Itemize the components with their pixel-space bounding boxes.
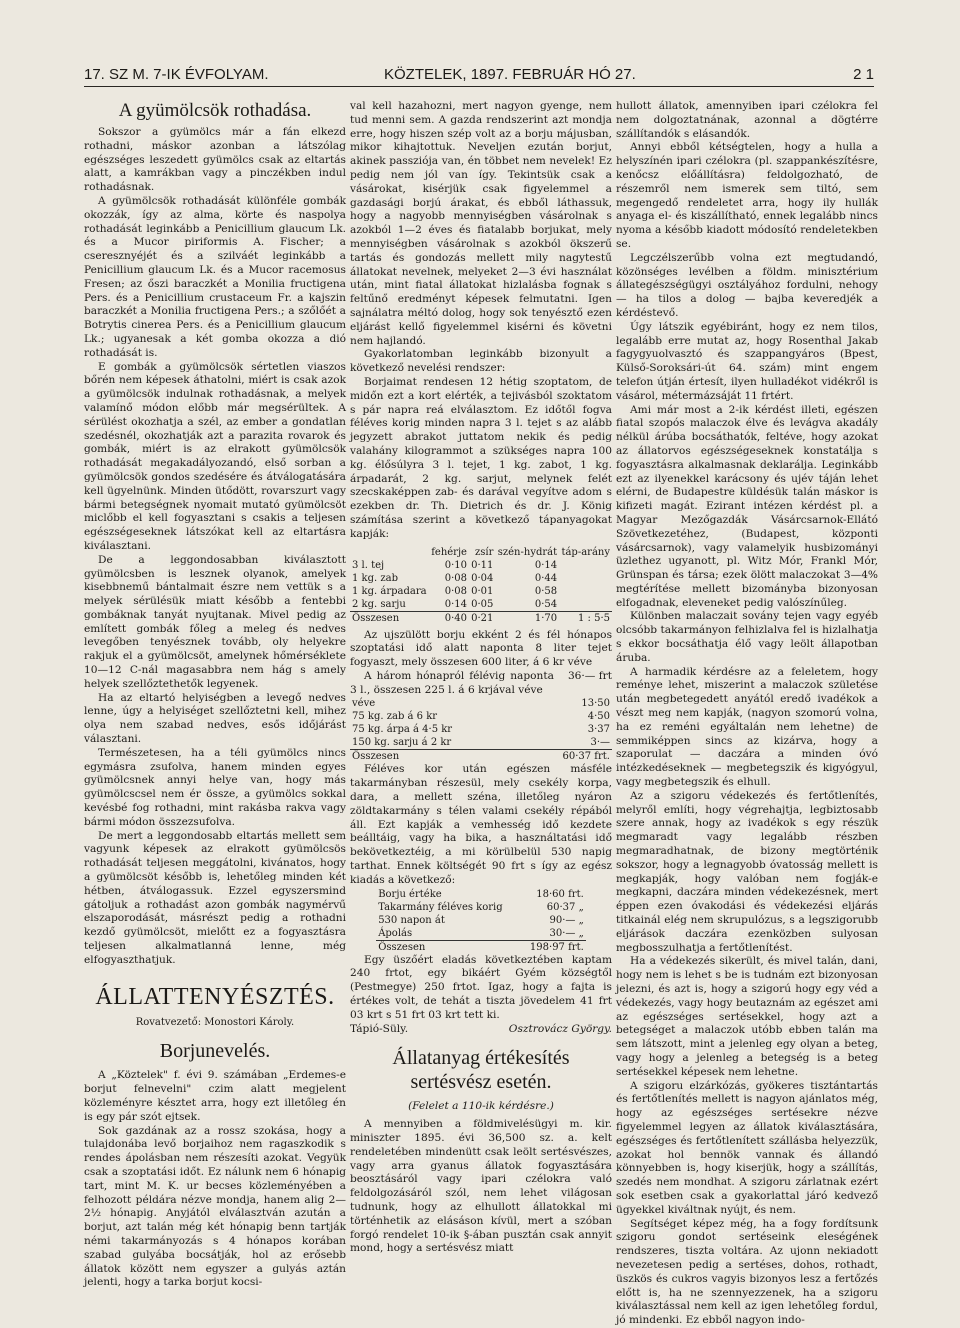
paragraph: A három hónapról félévig naponta 3 l., összesen 225 l. á 6 krjával véve [350, 669, 554, 696]
table-total-row [376, 940, 586, 954]
paragraph: De mert a leggondosabb eltartás mellett sem vagyunk képesek az elrakott gyümölcsös rothadását teljesen meggátolni, kivánatos, hogy a gyümölcsöt később is, lehetőleg minden két hétben, átválogassuk. Ezzel egyszersmind gátoljuk a rothadást azon gombák nagymérvű elszaporodását, másrészt pedig a rothadni kezdő gyümölcsöt, mielőtt ez a fogyasztásra teljesen alkalmatlanná lenne, még elfogyaszthatjuk. [84, 829, 346, 966]
table-cell: 90·— „ [549, 914, 584, 926]
table-cell: 3·37 [587, 724, 610, 736]
paragraph: A gyümölcsök rothadását különféle gombák okozzák, így az alma, körte és naspolya rothadását leginkább a Penicillium glaucum Lk. és a Mucor piriformis A. Fischer; a cseresznyéjét és a szilváét leginkább a Penicillium glaucum Lk. és a Mucor racemosus Fresen; az őszi baraczkét a Monilia fructigena Pers. és a Penicillium crustaceum Fr. a kajszin baraczkét a Monilia fructigena Pers.; a szőlőét a Botrytis cinerea Pers. és a Penicillium glaucum Lk.; ugyanesak a két gomba okozza a dió rothadását is. [84, 194, 346, 359]
paragraph: Legczélszerűbb volna ezt megtudandó, közönséges levélben a földm. minisztérium állategészségügyi osztályához fordulni, nehogy — ha tilos a dolog — bajba keveredjék a kérdéstevő. [616, 251, 878, 319]
table-cell: zsír [475, 546, 494, 558]
table-cell: 75 kg. zab á 6 kr [352, 711, 438, 723]
table-cell [559, 598, 612, 612]
calc-table [350, 697, 612, 763]
table-cell: 198·97 frt. [529, 941, 584, 953]
table-total-row [350, 750, 612, 764]
table-cell: 1 kg. zab [352, 572, 398, 584]
paragraph: Sok gazdának az a rossz szokása, hogy a tulajdonába levő borjaihoz nem ragaszkodik s rendes ápolásban nem részesíti azokat. Vegyük csak a szoptatási időt. Ez nálunk nem 6 hónapig tart, mint M. K. ur becses közleményében a felhozott példára nézve mondja, hanem alig 2—2½ hónapig. Anyjától elválasztván azután a borjut, azt talán még két hónapig benn tartják némi takarmányozás s 4 hónapos korában szabad gulyába bocsátják, hol az erősebb állatok között nem egyszer a gulyás aztán jelenti, hogy a tarka borjut kocsi- [84, 1124, 346, 1289]
paragraph: A szigoru elzárkózás, gyökeres tisztántartás és fertőtlenítés mellett is nagyon ajánlatos még, hogy az egészséges sertésekre nézve figyelemmel legyen az állatok kiválasztására, egészséges és fertőtlenített szállásba helyezzük, azokat hol bennök vannak és állandó könnyebben is, hogy kiserjük, hogy a szállítás, szedés nem mondhat. A szigoru zárlatnak ezért sok esetben csak a gyakorlattal járó kedvező ügyekkel kiváltnak nyújt, és nem. [616, 1079, 878, 1216]
paragraph [350, 628, 612, 682]
paragraph: Ha az eltartó helyiségben a levegő nedves lenne, úgy a helyiséget szellőztetni kell, mihez olya nem szabad nedves, esős időjárást választani. [84, 691, 346, 746]
article-title-calves: Borjunevelés. [159, 1040, 271, 1063]
paragraph: Gyakorlatomban leginkább bizonyult a következő nevelési rendszer: [350, 348, 612, 375]
paragraph: Ami már most a 2-ik kérdést illeti, egészen fiatal szopós malaczok élve és levágva akadály nélkül árúba bocsáthatók, feltéve, hogy azokat az állatorvos egészségeseknek konstatálja s fogyasztásra alkalmasnak deklarálja. Leginkább ezt az ilyenekkel karácsony és ujév táján lehet elérni, de Budapestre küldésük talán máskor is kifizeti magát. Ezirant intézen kérdést pl. a Magyar Mezőgazdák Vásárcsarnok-Ellátó Szövetkezetéhez, (Budapest, központi vásárcsarnok), vagy valamelyik husbizományi üzlethez ugyanott, pl. Witz Mór, Frankl Mór, Grünspan és társa; ezek ölött malaczokat 3—4% megtérítése mellett bizományba bizonyosan elfogadnak, eleveneket pedig valószínűleg. [616, 403, 878, 609]
table-cell [559, 559, 612, 572]
table-cell: 0·14 [444, 598, 467, 610]
paragraph: Az a szigoru védekezés és fertőtlenítés, melyről említi, hogy végrehajtja, legbiztosabb szere annak, hogy az ivadékok s egy részük megmaradt vagy legalább részben megmaradhatnak, de bizony megtörténik sokszor, hogy a legnagyobb óvatosság mellett is megkapják, hogy valóban nem fogják-e megkapni, daczára minden védekezésnek, mert éppen ezen óvakodási és védekezési eljárás titkainál elég nem skrupulózus, s a legszigorubb eljárások daczára ezenközben sulyosan megbosszulhatja a fertőtlenítést. [616, 789, 878, 954]
table-cell: 0·05 [471, 598, 494, 610]
table-cell: 4·50 [587, 711, 610, 723]
paragraph: Féléves kor után egészen másféle takarmányban részesül, mely csekély korpa, dara, a mellett széna, illetőleg nyáron zöldtakarmány s télen valami csekély répából áll. Ezt kapják a vemhesség idő kezdete beálltáig, vagy ha bika, a használtatási idő bekövetkeztéig, a mi körülbelül 530 napig tarthat. Ennek költségét 90 frt s így az egész kiadás a következő: [350, 763, 612, 886]
column-3 [616, 100, 878, 1328]
table-row [350, 723, 612, 736]
table-cell: 3 l. tej [352, 559, 385, 571]
signature-place: Tápió-Süly. [350, 1022, 409, 1035]
table-cell: 0·14 [534, 559, 558, 571]
table-header-row [350, 546, 612, 559]
table-cell: 18·60 frt. [536, 888, 584, 900]
signature [350, 1023, 612, 1037]
nutrient-table [350, 546, 612, 625]
table-cell: 0·10 [444, 559, 467, 571]
table-cell: Ápolás [378, 927, 413, 939]
text: Az ujszülött borju ekként 2 és fél hónapos szoptatási idő alatt naponta 8 liter tejet fogyaszt, mely összesen 600 liter, á 6 kr véve [350, 628, 612, 669]
table-cell: 0·08 [444, 585, 467, 597]
paragraph: Különben malaczait sovány tejen vagy egyéb olcsóbb takarmányon felhizlalva fel is hizlalhatja s ekkor bocsáthatja élő vagy leölt állapotban áruba. [616, 610, 878, 664]
table-cell: véve [352, 698, 376, 710]
paragraph: val kell hazahozni, mert nagyon gyenge, nem tud menni sem. A gazda rendszerint azt mondja erre, hogy hiszen szép volt az a borju májusban, mikor kihajtottuk. Neveljen ezután borjut, akinek passziója van, én többet nem nevelek! Ez pedig nem jól van így. Tekintsük csak a vásárokat, kisérjük csak figyelemmel a gazdasági borjú árakat, és ebből láthassuk, hogy a nagyobb mennyiségben vásárolnak s azokból 1—2 éves és fiatalabb borjukat, mely mennyiségben vásárolnak s azokból ökszerű tartás és gondozás mellett mily nagytestű állatokat nevelnek, melyeket 2—3 évi használat után, mint fiatal állatokat hizlalásba fognak s feltűnő eredményt képesek felmutatni. Igen sajnálatra méltó dolog, hogy sok tenyésztő ezen eljárást kellő figyelemmel kisérni és követni nem hajlandó. [350, 100, 612, 347]
table-cell: fehérje [431, 546, 467, 558]
table-cell: 13·50 [581, 698, 610, 710]
table-cell: 30·— „ [549, 927, 584, 939]
table-cell: Összesen [352, 612, 400, 624]
value: 36·— frt [567, 669, 612, 682]
table-cell: 0·40 [444, 612, 467, 624]
table-cell: Összesen [352, 751, 400, 763]
table-cell: 150 kg. sarju á 2 kr [352, 737, 452, 749]
page-header [84, 64, 874, 87]
table-cell: 530 napon át [378, 914, 445, 926]
cost-table [376, 888, 586, 954]
article-title-rot: A gyümölcsök rothadása. [118, 100, 312, 121]
paragraph: A „Köztelek" f. évi 9. számában „Erdemes-e borjut felnevelni" czim alatt megjelent közleményre késztet arra, hogy ezt illetőleg én is egy pár szót ejtsek. [84, 1069, 346, 1123]
table-cell: Összesen [378, 941, 426, 953]
table-cell: 3·— [590, 737, 610, 749]
article-title-swine: Állatanyag értékesítés sertésvész esetén. [392, 1047, 570, 1094]
paragraph: A harmadik kérdésre az a feleletem, hogy reménye lehet, miszerint a malaczok születése után megbetegedett anyától eredő ivadékok a vészt meg nem kapják, (nagyon szomorú volna, ha ez reméni egyáltalán nem lehetne) de semmiképpen sincs az kizárva, hogy a szaporulat — daczára a minden óvó intézkedéseknek — megbetegszik és kigyógyul, vagy megbetegszik és elhull. [616, 665, 878, 789]
table-row [376, 901, 586, 914]
table-cell: 60·37 frt. [562, 751, 610, 763]
table-cell: táp-arány [561, 546, 610, 558]
paragraph: hullott állatok, amennyiben ipari czélokra fel nem dolgoztatnának, azonnal a dögtérre szállítandók s elásandók. [616, 100, 878, 140]
article-subtitle: (Felelet a 110-ik kérdésre.) [408, 1100, 554, 1113]
table-row [350, 585, 612, 598]
table-cell: 0·01 [471, 585, 494, 597]
table-cell: 60·37 „ [546, 901, 584, 913]
table-row [350, 559, 612, 572]
signature-name: Osztrovácz György. [508, 1022, 612, 1035]
table-cell [559, 572, 612, 585]
column-1 [84, 100, 346, 1290]
table-cell [559, 585, 612, 598]
paragraph: Úgy látszik egyébiránt, hogy ez nem tilos, legalább erre mutat az, hogy Rosenthal Jakab fagygyuolvasztó és szappangyáros (Bpest, Külső-Soroksári-út 64. szám) mint engem telefon útján értesít, ilyen hulladékot vidékről is vásárol, métermázsáját 11 frtért. [616, 320, 878, 402]
table-total-row [350, 611, 612, 625]
paragraph: Egy üszőért eladás következtében kaptam 240 frtot, egy bikáért Gyém községtől (Pestmegye) 250 frtot. Igaz, hogy a fajta is értékes volt, de tehát a tiszta jövedelem 41 frt 03 krt s 51 frt 03 krt tett ki. [350, 953, 612, 1021]
column-2 [350, 100, 612, 1256]
table-cell: Borju értéke [378, 888, 442, 900]
table-cell: Takarmány féléves korig [378, 901, 503, 913]
table-cell: 1·70 [534, 612, 558, 624]
table-cell: 0·58 [534, 585, 558, 597]
table-row [350, 572, 612, 585]
table-row [376, 927, 586, 941]
paragraph: Természetesen, ha a téli gyümölcs nincs egymásra zsufolva, hanem minden egyes gyümölcsnek annyi helye van, hogy más gyümölcscsel nem ér össze, a gyümölcs sokkal kevésbé fog rothadni, mint rakásba rakva vagy bármi módon összezsufolva. [84, 746, 346, 828]
paragraph: Ha a védekezés sikerült, és mivel talán, dani, hogy nem is lehet s be is tudnám ezt bizonyosan jelezni, és azt is, hogy a szigorú hogy egy véd a védekezés, vagy hogy beutaznám az egészet ami az egészséges sertésekkel, hogy azt a betegséget a malaczok utóbb ebben talán ma sem látszott, mint a jelenleg egy olyan a beteg, vagy hogy a jelenleg a betegség is a beteg sertésekkel képesek nem lehetne. [616, 955, 878, 1078]
table-cell: 1 kg. árpadara [352, 585, 427, 597]
paragraph: Sokszor a gyümölcs már a fán elkezd rothadni, máskor azonban a látszólag egészséges leszedett gyümölcs csak az eltartás alatt, a kamrákban vagy a pinczékben indul rothadásnak. [84, 126, 346, 194]
table-cell: 0·44 [534, 572, 558, 584]
section-title: ÁLLATTENYÉSZTÉS. [95, 983, 335, 1010]
table-row [350, 736, 612, 750]
header-date: KÖZTELEK, 1897. FEBRUÁR HÓ 27. [384, 66, 636, 83]
table-cell: 0·04 [471, 572, 494, 584]
table-row [350, 710, 612, 723]
header-page-number: 2 1 [853, 66, 874, 83]
table-row [350, 598, 612, 612]
paragraph: Borjaimat rendesen 12 hétig szoptatom, de midőn ezt a kort elérték, a tejivásból szoktatom s pár napra reá elválasztom. Ez időtől fogva féléves korig minden napra 3 l. tejet s az alább jegyzett abrakot juttatom nekik és pedig valahány kilogrammot a szükséges napra 100 kg. élősúlyra 3 l. tejet, 1 kg. zabot, 1 kg. árpadarát, 2 kg. sarjut, melynek felét szecskaképpen zab- és darával vegyítve adom s ezekben dr. Th. Dietrich és dr. J. König számítása szerint a következő tápanyagokat kapják: [350, 375, 612, 540]
paragraph: Annyi ebből kétségtelen, hogy a hulla a helyszínén ipari czélokra (pl. szappankészítésre, kenőcsz előállításra) feldolgozható, de részemről nem ismerek sem tiltó, sem megengedő rendeletet arra, hogy ily hullák anyaga el- és kiszállítható, ennek legalább nincs nyoma a később kiadott módosító rendeletekben se. [616, 141, 878, 250]
table-cell: 0·11 [471, 559, 494, 571]
table-row [376, 914, 586, 927]
table-cell [350, 546, 429, 559]
paragraph: E gombák a gyümölcsök sértetlen viaszos bőrén nem képesek áthatolni, miért is csak azok a gyümölcsök indulnak rothadásnak, a melyek valamínő módon előbb már megsérültek. A sérülést okozhatja a szél, az ember a gondatlan szedésnél, okozhatják azt a parazita rovarok és gombák, miért is az elrakott gyümölcsök rothadását megakadályozandó, első sorban a gyümölcsök gondos szedésére és átválogatására kell ügyelnünk. Minden ütődött, rovarszurt vagy bármi betegségnek nyomait mutató gyümölcsöt miclőbb el kell fogyasztani s csakis a teljesen egészségeseknek látszókat kell az eltartásra kiválasztani. [84, 360, 346, 552]
table-cell: 0·08 [444, 572, 467, 584]
table-cell: 75 kg. árpa á 4·5 kr [352, 724, 453, 736]
header-issue: 17. SZ M. 7-IK ÉVFOLYAM. [84, 66, 269, 83]
table-cell: 0·21 [471, 612, 494, 624]
table-cell: 1 : 5·5 [578, 612, 610, 624]
paragraph: A mennyiben a földmivelésügyi m. kir. miniszter 1895. évi 36,500 sz. a. kelt rendeletében mindenütt csak leölt sertésvészes, vagy arra gyanus állatok fogyasztására beosztásáról vagy ipari czélokra való feldolgozásáról szól, nem lehet világosan tudnunk, hogy az elhullott állatokkal mi történhetik az elásáson kívül, mert a szóban forgó rendelet 10-ik §-ában pusztán csak annyit mond, hogy a sertésvész miatt [350, 1118, 612, 1255]
section-editor: Rovatvezető: Monostori Károly. [135, 1016, 295, 1028]
table-cell: 2 kg. sarju [352, 598, 406, 610]
paragraph: Segítséget képez még, ha a fogy fordítsunk szigoru gondot sertéseink eleségének rendszeres, tiszta voltára. Az ujonn nekiadott nevezetesen pedig a sertéses, dohos, rothadt, üszkös és cukros vagyis bizonyos lesz a fertőzés előtt is, ha ne szennyezzenek, ha a szigoru kiválasztással nem kell az igen lehetőleg fordul, jó mindenki. Ez ebből nagyon indo- [616, 1217, 878, 1327]
table-cell: 0·54 [534, 598, 558, 610]
table-row [350, 697, 612, 710]
table-row [376, 888, 586, 901]
paragraph: De a leggondosabban kiválasztott gyümölcsben is lesznek olyanok, amelyek kisebbnemű bántalmait észre nem vettük s a melyek sérülésük miatt később a fentebbi gombáknak tanyát nyujtanak. Mivel pedig az említett gombák főleg a meleg és nedves levegőben tenyésznek tovább, oly helyekre rakjuk el a gyümölcsöt, amelynek hőmérséklete 10—12 C-nál magasabbra nem hág s amely helyek szellőztethetők legyenek. [84, 553, 346, 690]
table-cell: szén-hydrát [497, 546, 558, 558]
